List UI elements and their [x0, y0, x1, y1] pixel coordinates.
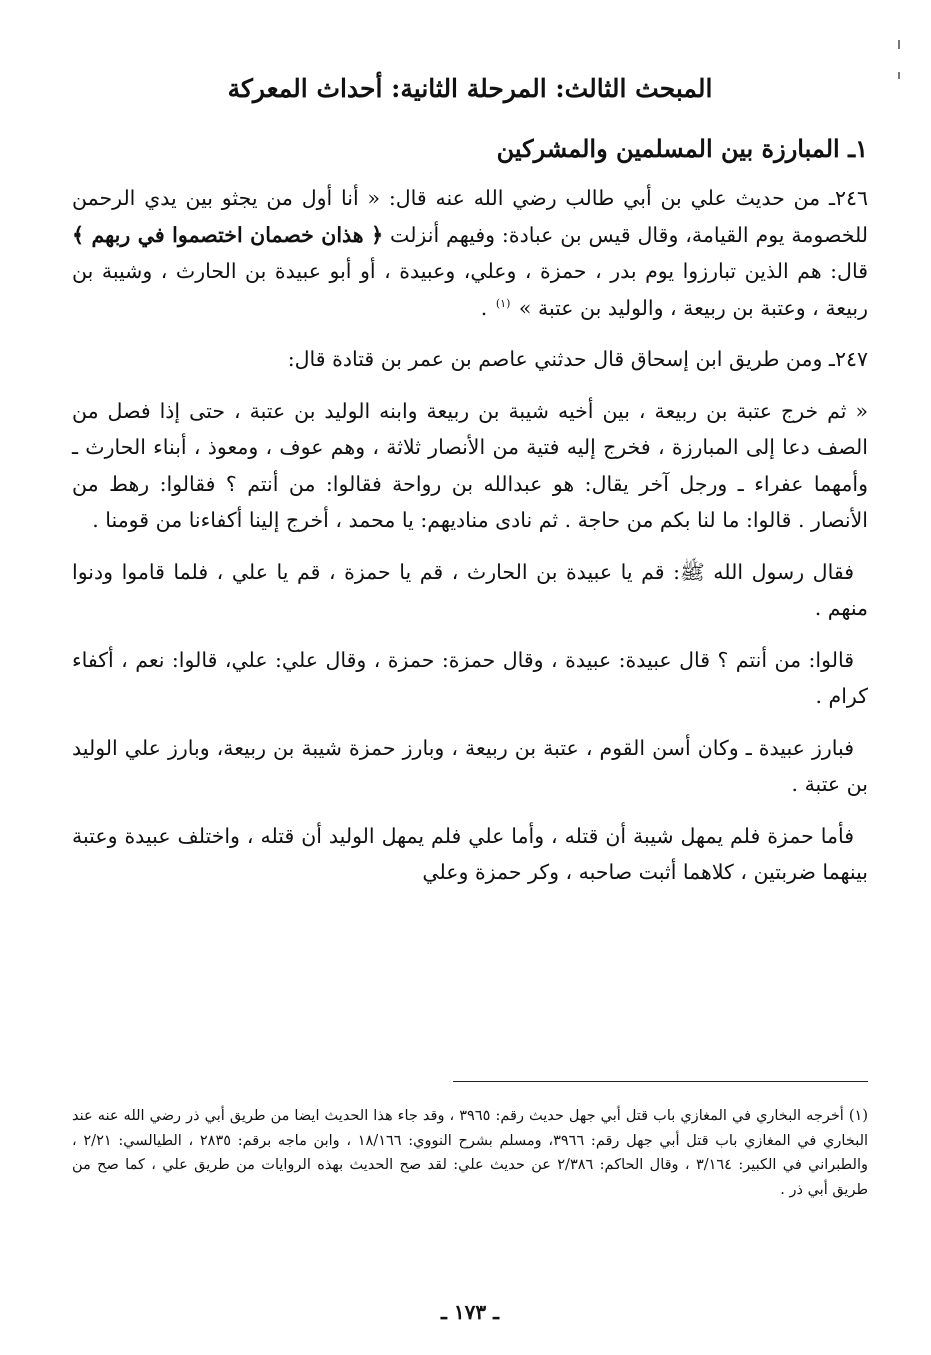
section-title: ١ـ المبارزة بين المسلمين والمشركين [496, 134, 868, 163]
paragraph-who-are-you: قالوا: من أنتم ؟ قال عبيدة: عبيدة ، وقال حمزة: حمزة ، وقال علي: علي، قالوا: نعم ، أكفاء كرام . [72, 647, 868, 708]
paragraph-quote-intro: « ثم خرج عتبة بن ربيعة ، بين أخيه شيبة بن ربيعة وابنه الوليد بن عتبة ، حتى إذا فصل من الصف دعا إلى المبارزة ، فخرج إليه فتية من الأنصار ثلاثة ، وهم عوف ، ومعوذ ، أبناء الحارث ـ وأمهما عفراء ـ ورجل آخر يقال: هو عبدالله بن رواحة فقالوا: من أنتم ؟ فقالوا: رهط من الأنصار . قالوا: ما لنا بكم من حاجة . ثم نادى مناديهم: يا محمد ، أخرج إلينا أكفاءنا من قومنا . [72, 398, 868, 532]
page-number: ـ ١٧٣ ـ [441, 1300, 499, 1324]
chapter-title: المبحث الثالث: المرحلة الثانية: أحداث المعركة [227, 74, 713, 103]
footnote: (١) أخرجه البخاري في المغازي باب قتل أبي جهل حديث رقم: ٣٩٦٥ ، وقد جاء هذا الحديث ايضا من طريق أبي ذر رضي الله عنه عند البخاري في المغازي باب قتل أبي جهل رقم: ٣٩٦٦، ومسلم بشرح النووي: ١٨/١٦٦ ، وابن ماجه برقم: ٢٨٣٥ ، الطيالسي: ٢/٢١ ، والطبراني في الكبير: ٣/١٦٤ ، وقال الحاكم: ٢/٣٨٦ عن حديث علي: لقد صح الحديث بهذه الروايات من طريق علي ، كما صح من طريق أبي ذر . [72, 1108, 869, 1198]
quran-verse: ﴿ هذان خصمان اختصموا في ربهم ﴾ [72, 222, 384, 247]
paragraph-prophet-call: فقال رسول الله ﷺ: قم يا عبيدة بن الحارث ، قم يا حمزة ، قم يا علي ، فلما قاموا ودنوا منهم . [72, 559, 868, 620]
paragraph-duels: فبارز عبيدة ـ وكان أسن القوم ، عتبة بن ربيعة ، وبارز حمزة شيبة بن ربيعة، وبارز علي الوليد بن عتبة . [72, 735, 868, 796]
paragraph-outcome: فأما حمزة فلم يمهل شيبة أن قتله ، وأما علي فلم يمهل الوليد أن قتله ، واختلف عبيدة وعتبة بينهما ضربتين ، كلاهما أثبت صاحبه ، وكر حمزة وعلي [72, 823, 868, 884]
footnote-reference[interactable]: (١) [495, 296, 511, 310]
margin-mark-2 [898, 72, 900, 79]
paragraph-246 [72, 180, 868, 326]
paragraph-246-end: . [480, 295, 494, 320]
paragraph-246-tail: قال: هم الذين تبارزوا يوم بدر ، حمزة ، وعلي، وعبيدة ، أو أبو عبيدة بن الحارث ، وشيبة بن ربيعة ، وعتبة بن ربيعة ، والوليد بن عتبة » [72, 259, 868, 320]
document-page [72, 62, 868, 1342]
paragraph-247: ٢٤٧ـ ومن طريق ابن إسحاق قال حدثني عاصم بن عمر بن قتادة قال: [287, 347, 868, 371]
paragraph-246-lead: ٢٤٦ـ من حديث علي بن أبي طالب رضي الله عنه قال: « أنا أول من يجثو بين يدي الرحمن للخصومة يوم القيامة، وقال قيس بن عبادة: وفيهم أنزلت [72, 186, 868, 247]
footnote-separator [453, 1081, 868, 1082]
margin-mark-1 [898, 40, 900, 49]
